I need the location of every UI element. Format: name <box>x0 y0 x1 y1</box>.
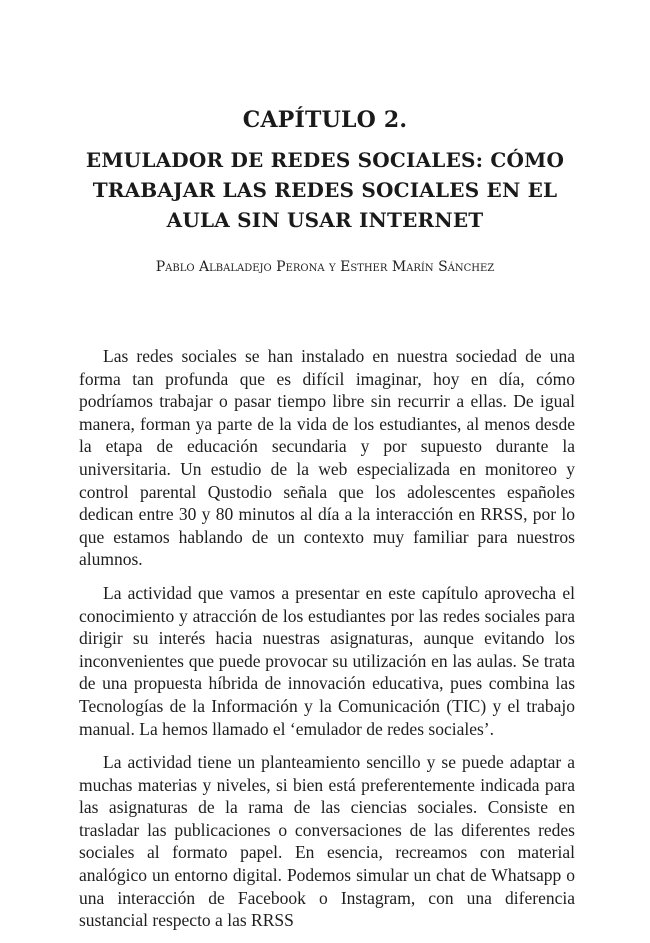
chapter-authors: Pablo Albaladejo Perona y Esther Marín Sánchez <box>155 259 495 275</box>
body-paragraph: La actividad tiene un planteamiento sencillo y se puede adaptar a muchas materias y niveles, si bien está preferentemente indicada para las asignaturas de la rama de las ciencias sociales. Consiste en trasladar las publicaciones o conversaciones de las diferentes redes sociales al formato papel. En esencia, recreamos con material analógico un entorno digital. Podemos simular un chat de Whatsapp o una interacción de Facebook o Instagram, con una diferencia sustancial respecto a las RRSS <box>79 752 575 931</box>
chapter-body <box>79 345 575 943</box>
chapter-title-line-3: AULA SIN USAR INTERNET <box>166 208 484 232</box>
body-paragraph: La actividad que vamos a presentar en este capítulo aprovecha el conocimiento y atracción de los estudiantes por las redes sociales para dirigir su interés hacia nuestras asignaturas, aunque evitando los inconvenientes que puede provocar su utilización en las aulas. Se trata de una propuesta híbrida de innovación educativa, pues combina las Tecnologías de la Información y la Comunicación (TIC) y el trabajo manual. La hemos llamado el ‘emulador de redes sociales’. <box>79 582 575 739</box>
body-paragraph: Las redes sociales se han instalado en nuestra sociedad de una forma tan profunda que es difícil imaginar, hoy en día, cómo podríamos trabajar o pasar tiempo libre sin recurrir a ellas. De igual manera, forman ya parte de la vida de los estudiantes, al menos desde la etapa de educación secundaria y por supuesto durante la universitaria. Un estudio de la web especializada en monitoreo y control parental Qustodio señala que los adolescentes españoles dedican entre 30 y 80 minutos al día a la interacción en RRSS, por lo que estamos hablando de un contexto muy familiar para nuestros alumnos. <box>79 346 575 570</box>
chapter-label: CAPÍTULO 2. <box>242 107 408 133</box>
chapter-title-line-1: EMULADOR DE REDES SOCIALES: CÓMO <box>85 148 565 172</box>
chapter-title-line-2: TRABAJAR LAS REDES SOCIALES EN EL <box>92 178 558 202</box>
chapter-title <box>60 145 590 235</box>
